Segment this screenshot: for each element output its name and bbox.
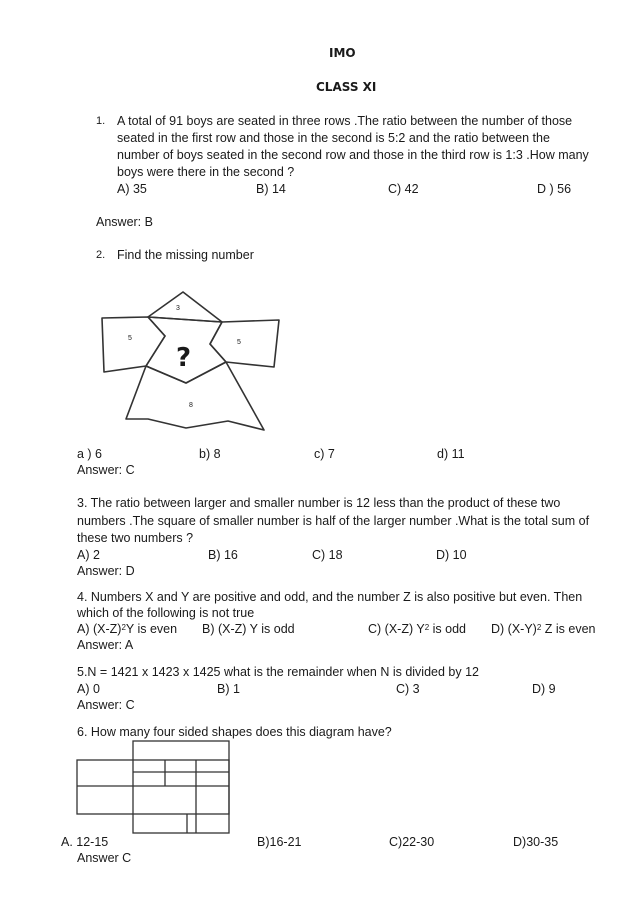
q3-option-b: B) 16 — [208, 548, 238, 562]
q3-line-2: numbers .The square of smaller number is half of the larger number .What is the total sum of — [77, 514, 590, 528]
q6-text: 6. How many four sided shapes does this diagram have? — [77, 725, 392, 739]
q5-option-a: A) 0 — [77, 682, 100, 696]
q4-option-b: B) (X-Z) Y is odd — [202, 622, 295, 636]
q3-option-d: D) 10 — [436, 548, 467, 562]
q5-text: 5.N = 1421 x 1423 x 1425 what is the remainder when N is divided by 12 — [77, 665, 479, 679]
figure-label-right: 5 — [237, 339, 241, 346]
q3-line-1: 3. The ratio between larger and smaller number is 12 less than the product of these two — [77, 496, 561, 510]
q5-answer: Answer: C — [77, 698, 135, 712]
q3-answer: Answer: D — [77, 564, 135, 578]
figure-label-left: 5 — [128, 335, 132, 342]
q2-option-d: d) 11 — [437, 447, 465, 461]
q2-number: 2. — [96, 249, 106, 261]
q1-option-b: B) 14 — [256, 182, 286, 196]
q6-answer: Answer C — [77, 851, 132, 865]
q3-line-3: these two numbers ? — [77, 531, 194, 545]
page-title: IMO — [329, 46, 356, 60]
q1-number: 1. — [96, 115, 106, 127]
q1-option-a: A) 35 — [117, 182, 147, 196]
q4-answer: Answer: A — [77, 638, 134, 652]
q2-option-b: b) 8 — [199, 447, 221, 461]
q3-option-c: C) 18 — [312, 548, 343, 562]
figure-label-top: 3 — [176, 305, 180, 312]
q1-option-c: C) 42 — [388, 182, 419, 196]
q2-answer: Answer: C — [77, 463, 135, 477]
figure-question-mark: ? — [176, 343, 192, 373]
q4-line-2: which of the following is not true — [77, 606, 255, 620]
q5-option-c: C) 3 — [396, 682, 420, 696]
q1-option-d: D ) 56 — [537, 182, 572, 196]
q6-option-b: B)16-21 — [257, 835, 302, 849]
q4-option-d: D) $(X-Y)^2$ Z is even — [491, 622, 596, 636]
q2-option-c: c) 7 — [314, 447, 335, 461]
q6-option-a: A. 12-15 — [61, 835, 109, 849]
q4-line-1: 4. Numbers X and Y are positive and odd, and the number Z is also positive but even. Then — [77, 590, 583, 604]
q2-option-a: a ) 6 — [77, 447, 103, 461]
q4-option-c: C) (X-Z) $Y^2$ is odd — [368, 622, 467, 636]
q1-answer: Answer: B — [96, 215, 153, 229]
figure-label-bottom: 8 — [189, 402, 193, 409]
q5-option-d: D) 9 — [532, 682, 556, 696]
q6-option-d: D)30-35 — [513, 835, 559, 849]
q3-option-a: A) 2 — [77, 548, 100, 562]
q1-line-4: boys were there in the second ? — [117, 165, 295, 179]
q4-option-a: A) $(X-Z)^2Y$ is even — [77, 622, 178, 636]
q5-option-b: B) 1 — [217, 682, 240, 696]
q1-line-1: A total of 91 boys are seated in three rows .The ratio between the number of those — [117, 114, 573, 128]
class-label: CLASS XI — [316, 80, 377, 94]
q1-line-3: number of boys seated in the second row and those in the third row is 1:3 .How many — [117, 148, 589, 162]
q2-text: Find the missing number — [117, 248, 254, 262]
q6-option-c: C)22-30 — [389, 835, 435, 849]
q1-line-2: seated in the first row and those in the second is 5:2 and the ratio between the — [117, 131, 550, 145]
